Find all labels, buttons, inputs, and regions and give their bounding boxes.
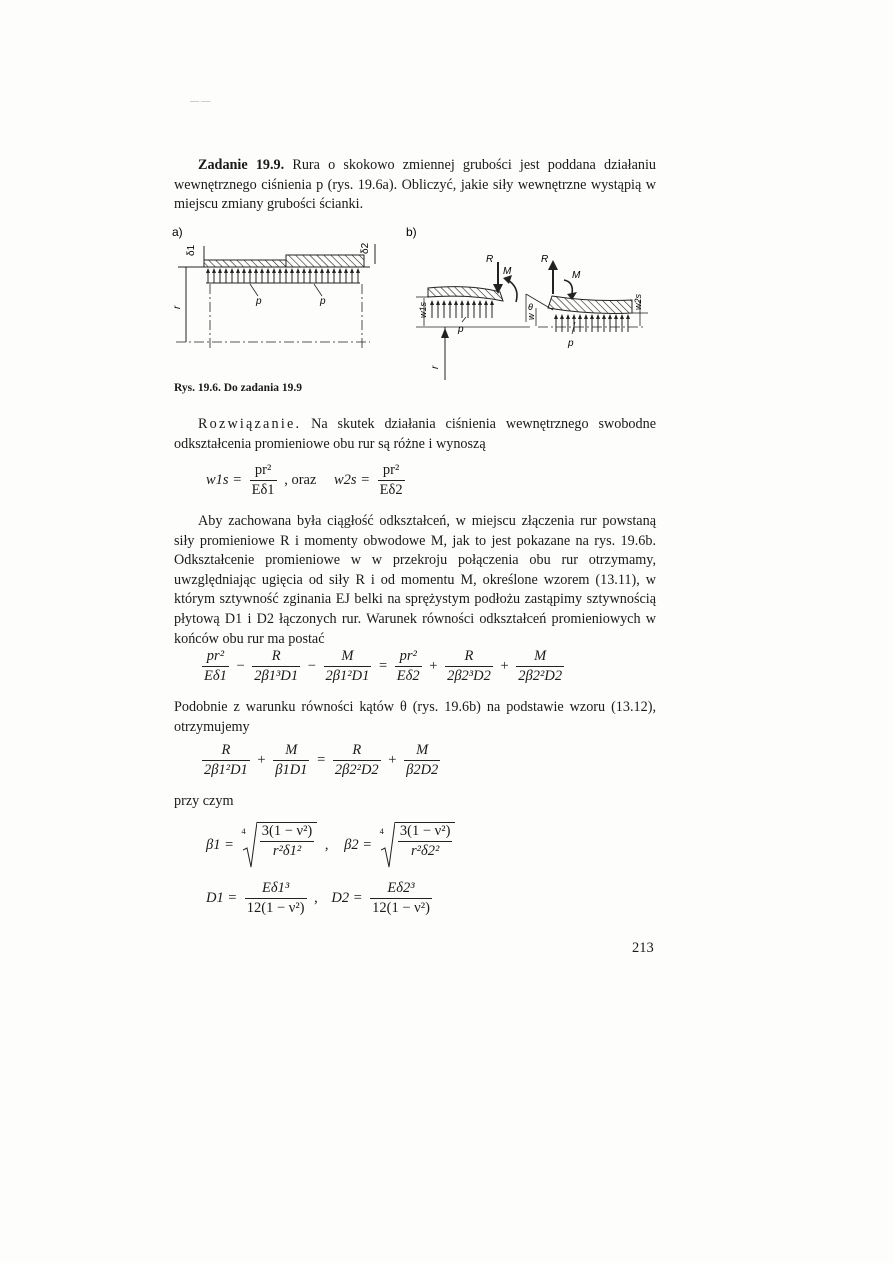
pressure-arrowhead [626,314,630,319]
panel-a-label: a) [172,225,183,239]
pressure-arrowhead [224,268,228,273]
eq2-t4-den: Eδ2 [396,668,420,684]
eq4-beta2-num: 3(1 − ν²) [399,823,451,839]
pressure-arrowhead [572,314,576,319]
eq4-beta2-lhs: β2 = [344,836,373,853]
eq5-d2-num: Eδ2³ [387,880,415,896]
eq5-d1-lhs: D1 = [206,890,238,906]
eq4-beta1-num: 3(1 − ν²) [261,823,313,839]
solution-intro [174,415,656,454]
eq3-t4-num: M [416,742,429,758]
problem-label: Zadanie 19.9. [198,157,285,173]
pressure-arrowhead [326,268,330,273]
pressure-arrowhead [578,314,582,319]
pressure-arrowhead [614,314,618,319]
eq2-t3-num: M [341,648,354,664]
eq2-t5-num: R [464,648,474,664]
solution-intro-text: Na skutek działania ciśnienia wewnętrznego swobodne odkształcenia promieniowe obu rur są różne i wynoszą [174,416,657,452]
pressure-arrowhead [484,300,488,305]
pressure-arrowhead [248,268,252,273]
solution-heading: Rozwiązanie. [198,416,302,432]
eq2-t6-num: M [534,648,547,664]
theta-label: θ [528,302,533,312]
problem-statement [174,156,656,215]
eq1-lhs1: w1s = [206,472,242,488]
eq5-d1-num: Eδ1³ [262,880,290,896]
pressure-arrowhead [206,268,210,273]
pressure-arrowhead [442,300,446,305]
continuity-paragraph: Aby zachowana była ciągłość odkształceń, w miejscu złączenia rur powstaną siły promieniowe R i momenty obwodowe M, jak to jest pokazane na rys. 19.6b. Odkształcenie promieniowe w w przekroju połączenia obu rur otrzymamy, uwzględniając ugięcia od siły R i od momentu M, określone wzorem (13.11), w którym sztywność zginania EJ belki na sprężystym podłożu zastąpimy sztywnością płytową D1 i D2 łączonych rur. Warunek równości odkształceń promieniowych w końców obu rur ma postać [174,513,656,647]
pressure-arrowhead [460,300,464,305]
eq2-t1-den: Eδ1 [204,668,227,684]
eq5-d2-lhs: D2 = [331,890,363,906]
eq5-d2-den: 12(1 − ν²) [372,900,430,916]
pressure-arrowhead [478,300,482,305]
eq3-t2-num: M [285,742,298,758]
pressure-arrowhead [338,268,342,273]
R-label-left: R [486,254,494,265]
delta2-label: δ2 [360,242,371,254]
p-label-b1: p [458,324,464,335]
pressure-arrowhead [260,268,264,273]
pressure-arrowhead [584,314,588,319]
w1s-label: w1s [418,301,428,318]
eq2-t2-num: R [271,648,281,664]
pressure-arrowhead [296,268,300,273]
eq3-t1-den: 2β1²D1 [204,762,248,778]
figure-19-6 [170,222,660,380]
pressure-arrowhead [344,268,348,273]
delta1-label: δ1 [186,244,197,256]
pressure-arrowhead [490,300,494,305]
eq5-d1-den: 12(1 − ν²) [246,900,305,916]
pressure-arrowhead [436,300,440,305]
pressure-arrowhead [566,314,570,319]
pressure-arrowhead [590,314,594,319]
eq1-den2: Eδ2 [379,482,403,498]
pressure-arrowhead [608,314,612,319]
pressure-arrowhead [448,300,452,305]
pressure-arrows-a [206,268,360,283]
equation-stiffness: D1 = $\frac{\text{Eδ1³}}{\text{12(1 − ν²)}}$ , D2 = $\frac{\text{Eδ2³}}{\text{12(1 − ν²)}}$ [206,880,430,916]
root-index-1: 4 [241,826,246,836]
eq1-den1: Eδ1 [251,482,275,498]
eq3-t4-den: β2D2 [406,762,439,778]
pressure-arrowhead [620,314,624,319]
p-label-b2: p [568,338,574,349]
pressure-arrowhead [284,268,288,273]
r-label-b: r [430,365,441,369]
eq2-t1-num: pr² [206,648,225,664]
radical-1 [242,822,318,868]
root-index-2: 4 [379,826,384,836]
pressure-arrowhead [290,268,294,273]
pressure-arrowhead [466,300,470,305]
pressure-arrowhead [218,268,222,273]
panel-b-label: b) [406,225,417,239]
pressure-arrowhead [254,268,258,273]
przy-czym: przy czym [174,793,234,809]
pressure-arrowhead [454,300,458,305]
pressure-arrowhead [308,268,312,273]
problem-text: Rura o skokowo zmiennej grubości jest poddana działaniu wewnętrznego ciśnienia p (rys. 19.6a). Obliczyć, jakie siły wewnętrzne wystąpią w miejscu zmiany grubości ścianki. [174,157,657,213]
eq4-beta1-den: r²δ1² [260,841,315,860]
pressure-arrowhead [350,268,354,273]
pressure-arrowhead [554,314,558,319]
eq4-beta1-lhs: β1 = [206,836,234,853]
pressure-arrowhead [278,268,282,273]
eq1-lhs2: w2s = [334,472,370,488]
pressure-arrowhead [356,268,360,273]
pressure-arrowhead [332,268,336,273]
M-label-left: M [503,266,512,277]
eq2-t2-den: 2β1³D1 [254,668,299,684]
angle-paragraph: Podobnie z warunku równości kątów θ (rys. 19.6b) na podstawie wzoru (13.12), otrzymujemy [174,699,656,735]
equation-angle: $\frac{R}{\text{2β1²D1}}$ + $\frac{M}{\beta 1D1}$ = $\frac{R}{\text{2β2²D2}}$ + $\frac{M}{\beta 2D2}$ [204,742,439,778]
pressure-arrowhead [430,300,434,305]
pressure-arrowhead [266,268,270,273]
pressure-arrowhead [602,314,606,319]
pressure-arrowhead [236,268,240,273]
figure-caption: Rys. 19.6. Do zadania 19.9 [174,382,303,394]
eq1-num2: pr² [382,462,400,478]
radical-2 [380,822,456,868]
eq2-t3-den: 2β1²D1 [325,668,370,684]
eq3-t3-num: R [352,742,362,758]
pressure-arrowhead [320,268,324,273]
pressure-arrowhead [230,268,234,273]
pressure-arrowhead [560,314,564,319]
p-label-a2: p [320,296,326,307]
pressure-arrowhead [272,268,276,273]
pressure-arrowhead [242,268,246,273]
eq4-beta2-den: r²δ2² [398,841,453,860]
eq1-num1: pr² [254,462,272,478]
pressure-arrowhead [596,314,600,319]
eq2-t5-den: 2β2³D2 [447,668,491,684]
eq1-connector: , oraz [284,472,317,488]
R-label-right: R [541,254,549,265]
equation-free-strain [202,462,405,499]
pressure-arrowhead [302,268,306,273]
r-label-a: r [172,305,183,309]
panel-a-drawing [176,244,375,348]
w2s-label: w2s [633,293,643,310]
pressure-arrowhead [212,268,216,273]
eq3-t1-num: R [221,742,231,758]
stray-mark: — — [190,96,211,106]
eq2-t6-den: 2β2²D2 [518,668,563,684]
p-label-a1: p [256,296,262,307]
eq3-t2-den: β1D1 [275,762,308,778]
equation-beta: β1 = 4 $\frac{\text{3(1 − ν²)}}{\text{r²δ1²}}$ , β2 = 4 $\frac{\text{3(1 − ν²)}}{\text{r²δ2²}}$ [202,822,455,868]
M-label-right: M [572,270,581,281]
eq3-t3-den: 2β2²D2 [334,762,379,778]
equation-displacement: $\frac{\text{pr²}}{E\delta 1}$ − $\frac{R}{\text{2β1³D1}}$ − $\frac{M}{\text{2β1²D1}}$ = $\frac{\text{pr²}}{E\delta 2}$ + $\frac{R}{\text{2β2³D2}}$ + $\frac{M}{\text{2β2²D2}}$ [204,648,563,684]
pressure-arrowhead [472,300,476,305]
w-label: w [526,313,536,320]
pressure-arrowhead [314,268,318,273]
page-number: 213 [632,940,654,956]
eq2-t4-num: pr² [399,648,417,664]
